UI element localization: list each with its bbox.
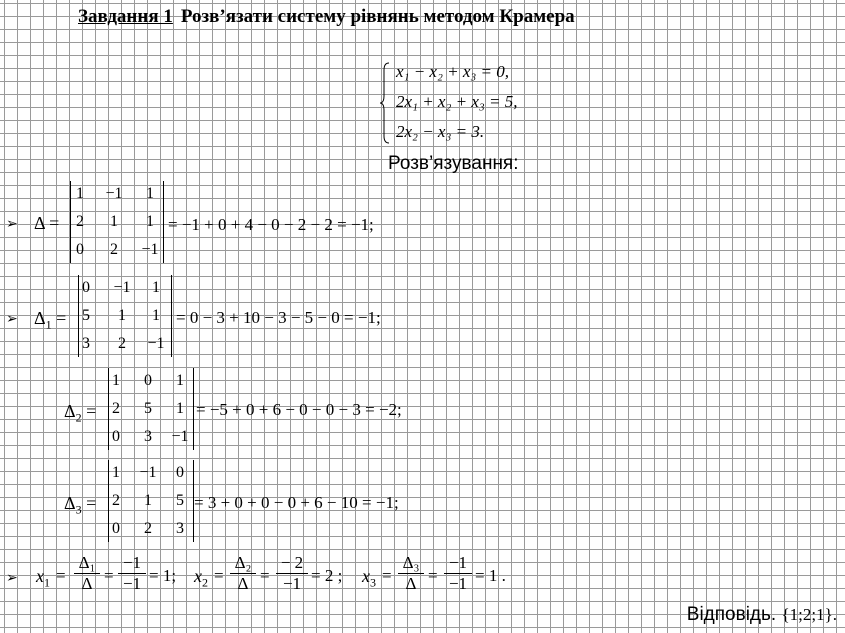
matrix-delta2: 1 0 1 2 5 1 0 3 −1: [108, 368, 194, 450]
x1-frac-values: $\frac{-1}{-1}$: [118, 553, 146, 594]
x3-frac-values: $\frac{-1}{-1}$: [444, 553, 472, 594]
matrix-delta: 1 −1 1 2 1 1 0 2 −1: [70, 181, 164, 263]
equation-system: [380, 58, 540, 148]
left-brace-icon: [380, 62, 390, 144]
task-number: Завдання 1: [78, 6, 173, 27]
x3-result: = 1 .: [475, 566, 506, 585]
delta1-result: = 0 − 3 + 10 − 3 − 5 − 0 = −1;: [176, 308, 381, 327]
delta2-label: $\Delta_2$ =: [64, 401, 97, 425]
x1-frac-delta: $\frac{\text{Δ₁}}{\Delta}$: [74, 553, 100, 594]
task-title: [78, 6, 575, 28]
delta3-result: = 3 + 0 + 0 − 0 + 6 − 10 = −1;: [194, 493, 399, 512]
answer-set: {1;2;1}.: [781, 605, 837, 624]
delta1-label: $\Delta_1$ =: [34, 308, 67, 332]
task-text: Розв’язати систему рівнянь методом Крамера: [180, 6, 575, 27]
bullet-icon: ➢: [6, 311, 18, 327]
x2-label: $x_2$: [194, 566, 208, 590]
answer-label: Відповідь.: [686, 604, 777, 625]
equation-1: x₁ − x₂ + x₃ = 0,: [396, 62, 510, 81]
x2-frac-delta: $\frac{\text{Δ₂}}{\Delta}$: [230, 553, 256, 594]
delta3-label: $\Delta_3$ =: [64, 493, 97, 517]
delta2-result: = −5 + 0 + 6 − 0 − 0 − 3 = −2;: [196, 400, 402, 419]
x1-label: $x_1$: [36, 566, 50, 590]
matrix-delta1: 0 −1 1 5 1 1 3 2 −1: [78, 275, 172, 357]
equation-2: 2x₁ + x₂ + x₃ = 5,: [396, 92, 518, 111]
x2-result: = 2 ;: [311, 566, 343, 585]
answer: [687, 604, 837, 626]
x3-frac-delta: $\frac{\text{Δ₃}}{\Delta}$: [398, 553, 424, 594]
equation-3: 2x₂ − x₃ = 3.: [396, 122, 485, 141]
bullet-icon: ➢: [6, 216, 18, 232]
delta-label: Δ =: [34, 213, 60, 233]
x1-result: = 1;: [149, 566, 177, 585]
delta-result: = −1 + 0 + 4 − 0 − 2 − 2 = −1;: [168, 215, 374, 234]
x2-frac-values: $\frac{- 2}{-1}$: [276, 553, 308, 594]
solving-heading: Розв’язування:: [388, 153, 519, 174]
x3-label: $x_3$: [362, 566, 376, 590]
bullet-icon: ➢: [6, 570, 18, 586]
matrix-delta3: 1 −1 0 2 1 5 0 2 3: [108, 460, 194, 542]
